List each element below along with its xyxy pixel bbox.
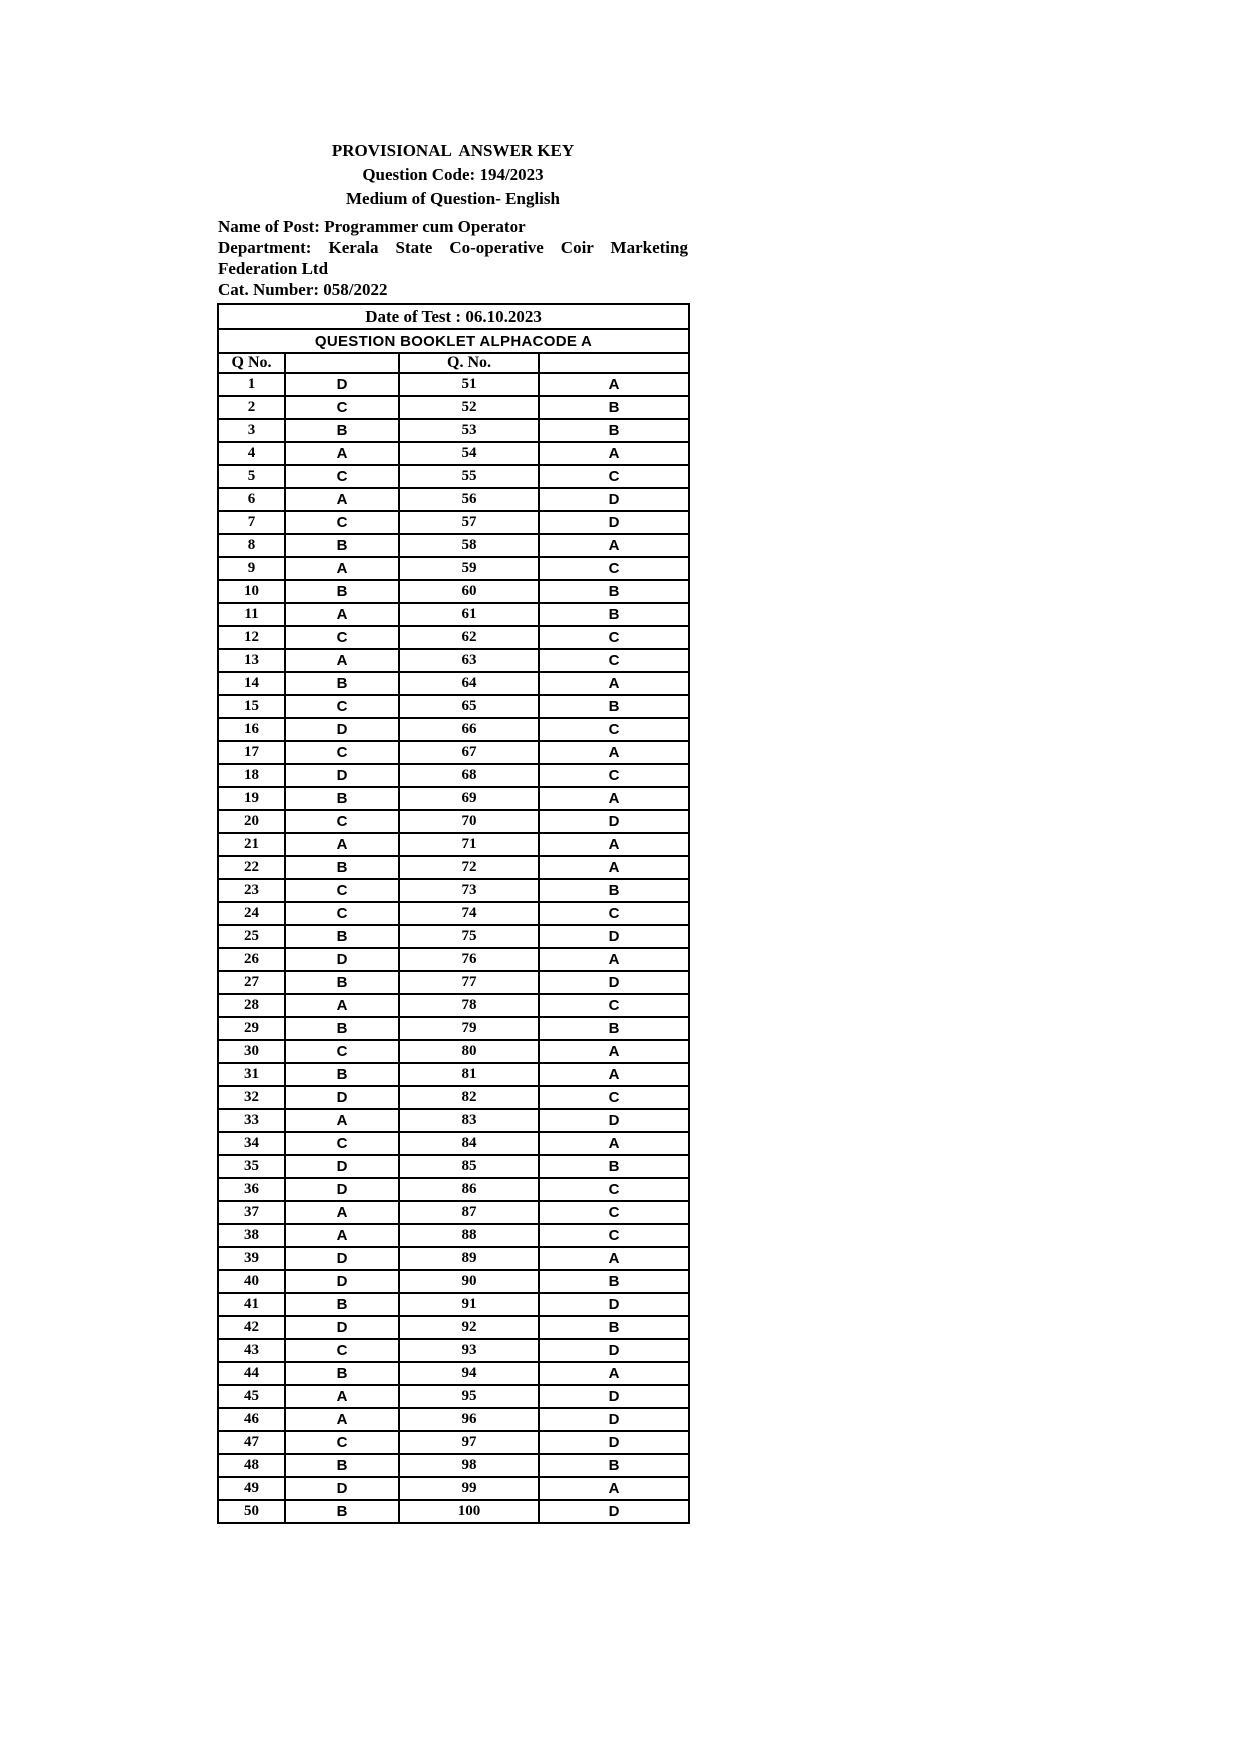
answer-value: C <box>285 879 399 902</box>
answer-value: D <box>539 1408 689 1431</box>
answer-value: A <box>539 948 689 971</box>
question-number: 96 <box>399 1408 539 1431</box>
answer-value: A <box>285 442 399 465</box>
question-number: 33 <box>218 1109 285 1132</box>
question-number: 39 <box>218 1247 285 1270</box>
table-row <box>218 695 689 718</box>
table-row <box>218 1201 689 1224</box>
question-number: 65 <box>399 695 539 718</box>
answer-value: D <box>285 1178 399 1201</box>
table-row <box>218 948 689 971</box>
answer-value: D <box>539 1109 689 1132</box>
table-row <box>218 672 689 695</box>
cat-number: Cat. Number: 058/2022 <box>218 280 388 299</box>
question-number: 11 <box>218 603 285 626</box>
table-row <box>218 1270 689 1293</box>
table-row <box>218 994 689 1017</box>
question-number: 34 <box>218 1132 285 1155</box>
answer-value: A <box>539 672 689 695</box>
table-row <box>218 1477 689 1500</box>
table-row <box>218 1040 689 1063</box>
answer-value: C <box>285 902 399 925</box>
question-number: 69 <box>399 787 539 810</box>
question-number: 31 <box>218 1063 285 1086</box>
question-number: 19 <box>218 787 285 810</box>
post-info-block <box>218 216 688 300</box>
answer-value: B <box>539 1316 689 1339</box>
answer-value: B <box>285 672 399 695</box>
answer-value: C <box>285 1431 399 1454</box>
question-number: 45 <box>218 1385 285 1408</box>
question-number: 62 <box>399 626 539 649</box>
question-number: 82 <box>399 1086 539 1109</box>
question-number: 59 <box>399 557 539 580</box>
table-row <box>218 1247 689 1270</box>
question-number: 13 <box>218 649 285 672</box>
question-number: 73 <box>399 879 539 902</box>
question-number: 99 <box>399 1477 539 1500</box>
question-number: 98 <box>399 1454 539 1477</box>
answer-value: A <box>285 1109 399 1132</box>
table-row <box>218 649 689 672</box>
table-row <box>218 925 689 948</box>
answer-value: D <box>539 810 689 833</box>
question-number: 61 <box>399 603 539 626</box>
question-number: 64 <box>399 672 539 695</box>
table-row <box>218 1178 689 1201</box>
answer-value: B <box>285 787 399 810</box>
question-number: 21 <box>218 833 285 856</box>
answer-value: A <box>285 833 399 856</box>
answer-value: C <box>285 626 399 649</box>
table-row <box>218 488 689 511</box>
answer-value: C <box>539 1086 689 1109</box>
table-row <box>218 1109 689 1132</box>
table-row <box>218 465 689 488</box>
answer-value: A <box>285 1385 399 1408</box>
answer-value: B <box>285 1063 399 1086</box>
question-number: 85 <box>399 1155 539 1178</box>
answer-value: B <box>539 396 689 419</box>
question-number: 84 <box>399 1132 539 1155</box>
answer-value: A <box>539 534 689 557</box>
question-number: 53 <box>399 419 539 442</box>
table-row <box>218 1086 689 1109</box>
answer-value: C <box>285 695 399 718</box>
booklet-alphacode: QUESTION BOOKLET ALPHACODE A <box>218 329 689 353</box>
question-number: 100 <box>399 1500 539 1523</box>
answer-value: B <box>285 856 399 879</box>
question-number: 20 <box>218 810 285 833</box>
question-number: 55 <box>399 465 539 488</box>
answer-value: B <box>285 419 399 442</box>
answer-value: D <box>539 1339 689 1362</box>
table-row <box>218 1408 689 1431</box>
answer-value: A <box>285 1224 399 1247</box>
table-row <box>218 580 689 603</box>
answer-value: D <box>539 511 689 534</box>
question-number: 52 <box>399 396 539 419</box>
answer-value: B <box>539 1270 689 1293</box>
answer-value: B <box>285 1293 399 1316</box>
question-number: 9 <box>218 557 285 580</box>
table-row <box>218 1132 689 1155</box>
answer-value: C <box>539 902 689 925</box>
answer-value: A <box>539 1362 689 1385</box>
answer-value: D <box>285 764 399 787</box>
answer-value: A <box>539 373 689 396</box>
question-number: 30 <box>218 1040 285 1063</box>
answer-value: D <box>285 1477 399 1500</box>
medium-of-question: Medium of Question- English <box>346 189 560 208</box>
answer-value: D <box>539 1385 689 1408</box>
question-number: 94 <box>399 1362 539 1385</box>
answer-value: C <box>539 718 689 741</box>
question-number: 56 <box>399 488 539 511</box>
question-number: 71 <box>399 833 539 856</box>
question-number: 5 <box>218 465 285 488</box>
question-number: 57 <box>399 511 539 534</box>
col-header-qno-left: Q No. <box>218 353 285 373</box>
date-of-test-row <box>218 304 689 329</box>
answer-value: A <box>539 741 689 764</box>
question-number: 88 <box>399 1224 539 1247</box>
answer-value: C <box>539 994 689 1017</box>
question-number: 44 <box>218 1362 285 1385</box>
col-header-answer-left <box>285 353 399 373</box>
question-number: 46 <box>218 1408 285 1431</box>
document-title: PROVISIONAL ANSWER KEY <box>331 141 575 160</box>
question-number: 43 <box>218 1339 285 1362</box>
question-number: 74 <box>399 902 539 925</box>
answer-value: B <box>539 1454 689 1477</box>
answer-value: A <box>285 557 399 580</box>
col-header-answer-right <box>539 353 689 373</box>
table-row <box>218 1500 689 1523</box>
question-number: 77 <box>399 971 539 994</box>
answer-value: A <box>539 1132 689 1155</box>
question-number: 1 <box>218 373 285 396</box>
answer-value: B <box>539 1155 689 1178</box>
table-row <box>218 511 689 534</box>
table-row <box>218 1431 689 1454</box>
table-row <box>218 856 689 879</box>
question-number: 12 <box>218 626 285 649</box>
table-row <box>218 603 689 626</box>
question-number: 70 <box>399 810 539 833</box>
question-number: 4 <box>218 442 285 465</box>
table-row <box>218 419 689 442</box>
answer-value: C <box>539 1201 689 1224</box>
question-number: 42 <box>218 1316 285 1339</box>
answer-value: D <box>539 1431 689 1454</box>
question-number: 49 <box>218 1477 285 1500</box>
table-row <box>218 442 689 465</box>
answer-value: A <box>539 1040 689 1063</box>
question-number: 18 <box>218 764 285 787</box>
answer-value: C <box>539 1178 689 1201</box>
answer-value: B <box>539 580 689 603</box>
answer-value: D <box>285 373 399 396</box>
answer-value: A <box>539 787 689 810</box>
answer-value: A <box>285 994 399 1017</box>
column-header-row <box>218 353 689 373</box>
question-number: 92 <box>399 1316 539 1339</box>
question-number: 48 <box>218 1454 285 1477</box>
question-number: 63 <box>399 649 539 672</box>
answer-value: D <box>539 1500 689 1523</box>
question-number: 89 <box>399 1247 539 1270</box>
date-of-test: Date of Test : 06.10.2023 <box>218 304 689 329</box>
question-number: 75 <box>399 925 539 948</box>
question-number: 7 <box>218 511 285 534</box>
answer-value: C <box>285 741 399 764</box>
question-number: 83 <box>399 1109 539 1132</box>
answer-key-table <box>217 303 690 1524</box>
answer-value: C <box>285 1040 399 1063</box>
name-of-post: Name of Post: Programmer cum Operator <box>218 217 526 236</box>
question-number: 76 <box>399 948 539 971</box>
question-number: 72 <box>399 856 539 879</box>
answer-value: D <box>539 1293 689 1316</box>
question-number: 37 <box>218 1201 285 1224</box>
answer-value: A <box>539 833 689 856</box>
question-number: 6 <box>218 488 285 511</box>
answer-value: B <box>285 1454 399 1477</box>
answer-value: C <box>285 511 399 534</box>
question-number: 23 <box>218 879 285 902</box>
question-number: 66 <box>399 718 539 741</box>
question-number: 93 <box>399 1339 539 1362</box>
answer-rows <box>218 373 689 1523</box>
table-row <box>218 718 689 741</box>
answer-value: B <box>285 971 399 994</box>
answer-value: B <box>539 695 689 718</box>
table-row <box>218 879 689 902</box>
answer-value: A <box>285 1408 399 1431</box>
question-number: 58 <box>399 534 539 557</box>
question-number: 90 <box>399 1270 539 1293</box>
answer-value: B <box>539 419 689 442</box>
table-row <box>218 741 689 764</box>
answer-value: B <box>285 534 399 557</box>
question-number: 35 <box>218 1155 285 1178</box>
question-number: 17 <box>218 741 285 764</box>
question-number: 8 <box>218 534 285 557</box>
col-header-qno-right: Q. No. <box>399 353 539 373</box>
answer-value: B <box>285 580 399 603</box>
answer-value: C <box>285 396 399 419</box>
question-number: 81 <box>399 1063 539 1086</box>
table-row <box>218 971 689 994</box>
answer-value: D <box>539 925 689 948</box>
answer-value: B <box>285 1362 399 1385</box>
answer-value: C <box>539 557 689 580</box>
answer-value: A <box>539 1477 689 1500</box>
question-number: 54 <box>399 442 539 465</box>
answer-value: D <box>285 948 399 971</box>
table-row <box>218 1385 689 1408</box>
answer-value: A <box>539 442 689 465</box>
table-row <box>218 534 689 557</box>
answer-value: D <box>285 1086 399 1109</box>
answer-value: B <box>285 925 399 948</box>
table-row <box>218 810 689 833</box>
table-row <box>218 626 689 649</box>
question-number: 27 <box>218 971 285 994</box>
answer-value: C <box>285 1339 399 1362</box>
answer-value: D <box>285 1155 399 1178</box>
answer-value: B <box>285 1500 399 1523</box>
table-row <box>218 902 689 925</box>
table-row <box>218 1155 689 1178</box>
question-number: 60 <box>399 580 539 603</box>
question-number: 68 <box>399 764 539 787</box>
question-number: 15 <box>218 695 285 718</box>
question-number: 3 <box>218 419 285 442</box>
answer-value: A <box>285 649 399 672</box>
booklet-alphacode-row <box>218 329 689 353</box>
answer-value: D <box>285 718 399 741</box>
table-row <box>218 1293 689 1316</box>
question-number: 67 <box>399 741 539 764</box>
question-number: 2 <box>218 396 285 419</box>
question-number: 28 <box>218 994 285 1017</box>
answer-value: C <box>285 465 399 488</box>
answer-value: C <box>539 649 689 672</box>
question-number: 50 <box>218 1500 285 1523</box>
question-number: 32 <box>218 1086 285 1109</box>
table-row <box>218 1454 689 1477</box>
question-number: 87 <box>399 1201 539 1224</box>
table-row <box>218 1224 689 1247</box>
question-number: 86 <box>399 1178 539 1201</box>
question-code: Question Code: 194/2023 <box>362 165 544 184</box>
answer-value: A <box>539 1063 689 1086</box>
table-row <box>218 1316 689 1339</box>
table-row <box>218 557 689 580</box>
answer-value: C <box>539 1224 689 1247</box>
answer-value: A <box>285 488 399 511</box>
answer-value: A <box>285 1201 399 1224</box>
question-number: 36 <box>218 1178 285 1201</box>
answer-value: A <box>539 856 689 879</box>
question-number: 29 <box>218 1017 285 1040</box>
question-number: 10 <box>218 580 285 603</box>
question-number: 78 <box>399 994 539 1017</box>
table-row <box>218 1362 689 1385</box>
answer-value: B <box>285 1017 399 1040</box>
answer-value: D <box>285 1316 399 1339</box>
answer-value: C <box>539 764 689 787</box>
answer-value: C <box>539 465 689 488</box>
table-row <box>218 833 689 856</box>
question-number: 16 <box>218 718 285 741</box>
answer-value: B <box>539 603 689 626</box>
question-number: 14 <box>218 672 285 695</box>
table-row <box>218 396 689 419</box>
question-number: 22 <box>218 856 285 879</box>
table-row <box>218 1017 689 1040</box>
question-number: 47 <box>218 1431 285 1454</box>
table-row <box>218 787 689 810</box>
title-block <box>218 139 688 211</box>
answer-value: C <box>285 810 399 833</box>
department: Department: Kerala State Co-operative Coir Marketing Federation Ltd <box>218 238 688 278</box>
table-row <box>218 1063 689 1086</box>
answer-value: A <box>539 1247 689 1270</box>
table-row <box>218 373 689 396</box>
answer-value: D <box>539 971 689 994</box>
answer-value: D <box>285 1247 399 1270</box>
question-number: 24 <box>218 902 285 925</box>
answer-value: C <box>539 626 689 649</box>
question-number: 51 <box>399 373 539 396</box>
question-number: 41 <box>218 1293 285 1316</box>
answer-value: B <box>539 1017 689 1040</box>
answer-value: D <box>539 488 689 511</box>
question-number: 25 <box>218 925 285 948</box>
question-number: 95 <box>399 1385 539 1408</box>
question-number: 97 <box>399 1431 539 1454</box>
answer-value: A <box>285 603 399 626</box>
answer-value: B <box>539 879 689 902</box>
question-number: 40 <box>218 1270 285 1293</box>
answer-value: D <box>285 1270 399 1293</box>
question-number: 38 <box>218 1224 285 1247</box>
table-row <box>218 1339 689 1362</box>
question-number: 26 <box>218 948 285 971</box>
question-number: 79 <box>399 1017 539 1040</box>
table-row <box>218 764 689 787</box>
answer-value: C <box>285 1132 399 1155</box>
question-number: 80 <box>399 1040 539 1063</box>
question-number: 91 <box>399 1293 539 1316</box>
